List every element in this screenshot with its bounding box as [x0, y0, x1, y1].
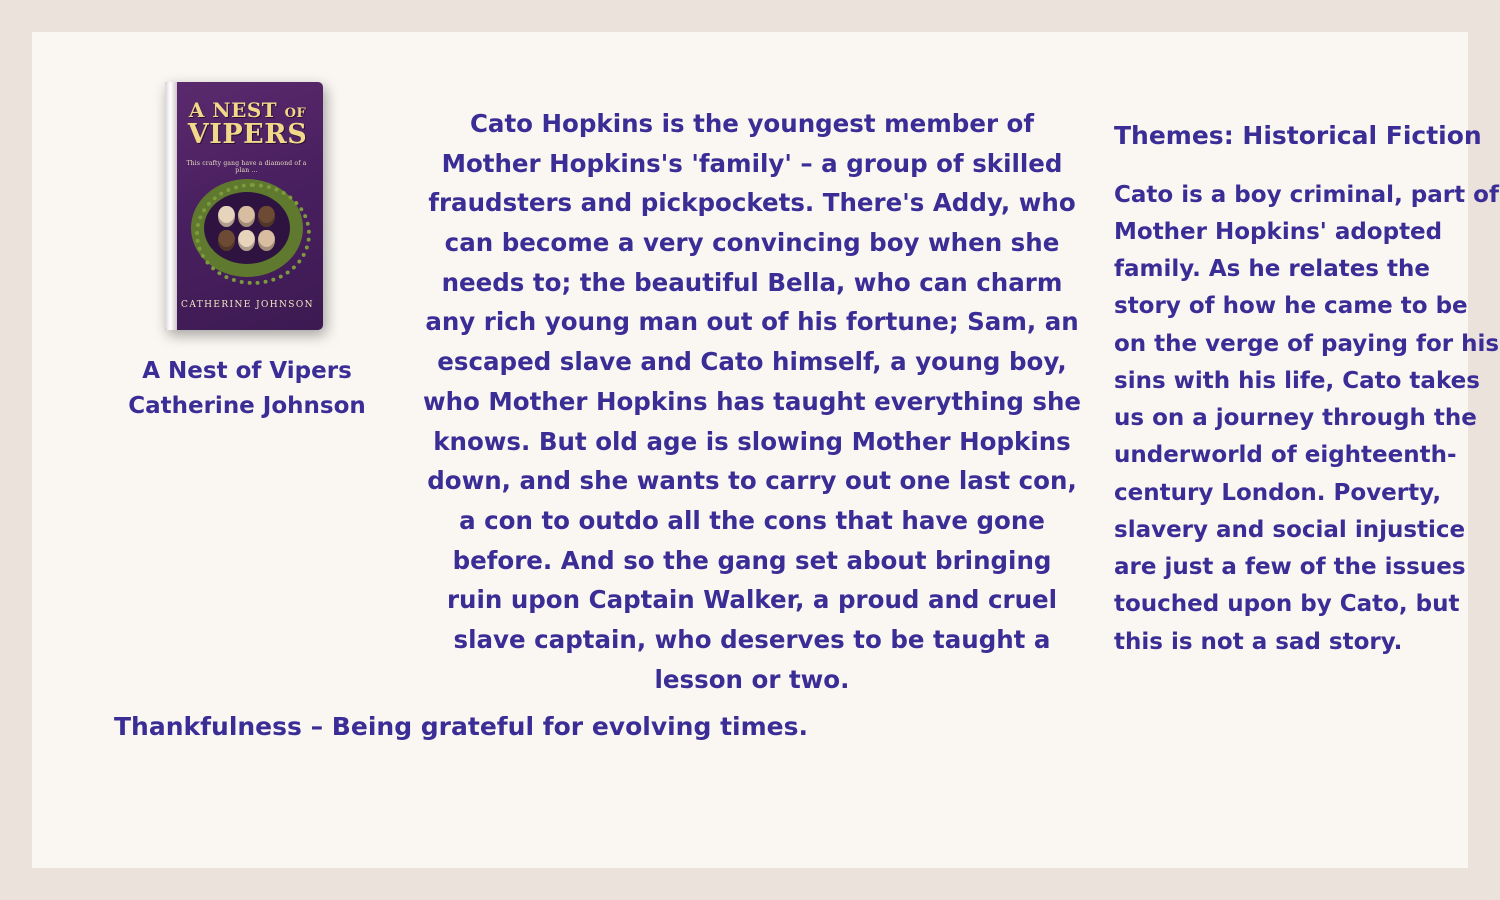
cover-title-line2: VIPERS: [187, 119, 308, 150]
cover-title-line1: A NEST: [188, 98, 278, 122]
cover-title: [181, 100, 315, 148]
book-caption: [102, 354, 392, 423]
slide-canvas: [32, 32, 1500, 868]
book-cover-front: [165, 82, 323, 330]
book-cover-image: [165, 82, 330, 332]
portrait-face: [218, 206, 235, 227]
book-blurb: Cato Hopkins is the youngest member of Mother Hopkins's 'family' – a group of skilled fraudsters and pickpockets. There's Addy, who can become a very convincing boy when she needs to; the beautiful Bella, who can charm any rich young man out of his fortune; Sam, an escaped slave and Cato himself, a young boy, who Mother Hopkins has taught everything she knows. But old age is slowing Mother Hopkins down, and she wants to carry out one last con, a con to outdo all the cons that have gone before. And so the gang set about bringing ruin upon Captain Walker, a proud and cruel slave captain, who deserves to be taught a lesson or two.: [422, 109, 1082, 694]
value-statement: Thankfulness – Being grateful for evolving times.: [114, 712, 808, 741]
portrait-face: [218, 230, 235, 251]
portrait-face: [238, 230, 255, 251]
book-author: Catherine Johnson: [128, 392, 366, 419]
cover-title-of: OF: [284, 106, 307, 121]
cover-illustration: [185, 177, 309, 282]
book-column: [102, 82, 392, 423]
themes-column: [1114, 120, 1500, 661]
book-spine: [165, 82, 177, 330]
cover-tagline: This crafty gang have a diamond of a plan ...: [186, 160, 307, 174]
portrait-face: [238, 206, 255, 227]
character-portraits: [213, 201, 281, 255]
portrait-face: [258, 230, 275, 251]
themes-body: Cato is a boy criminal, part of Mother Hopkins' adopted family. As he relates the story of how he came to be on the verge of paying for his sins with his life, Cato takes us on a journey through the underworld of eighteenth-century London. Poverty, slavery and social injustice are just a few of the issues touched upon by Cato, but this is not a sad story.: [1114, 181, 1500, 655]
cover-author: CATHERINE JOHNSON: [181, 300, 314, 310]
portrait-face: [258, 206, 275, 227]
themes-heading: Themes: Historical Fiction: [1114, 121, 1482, 150]
book-title: A Nest of Vipers: [142, 358, 352, 384]
